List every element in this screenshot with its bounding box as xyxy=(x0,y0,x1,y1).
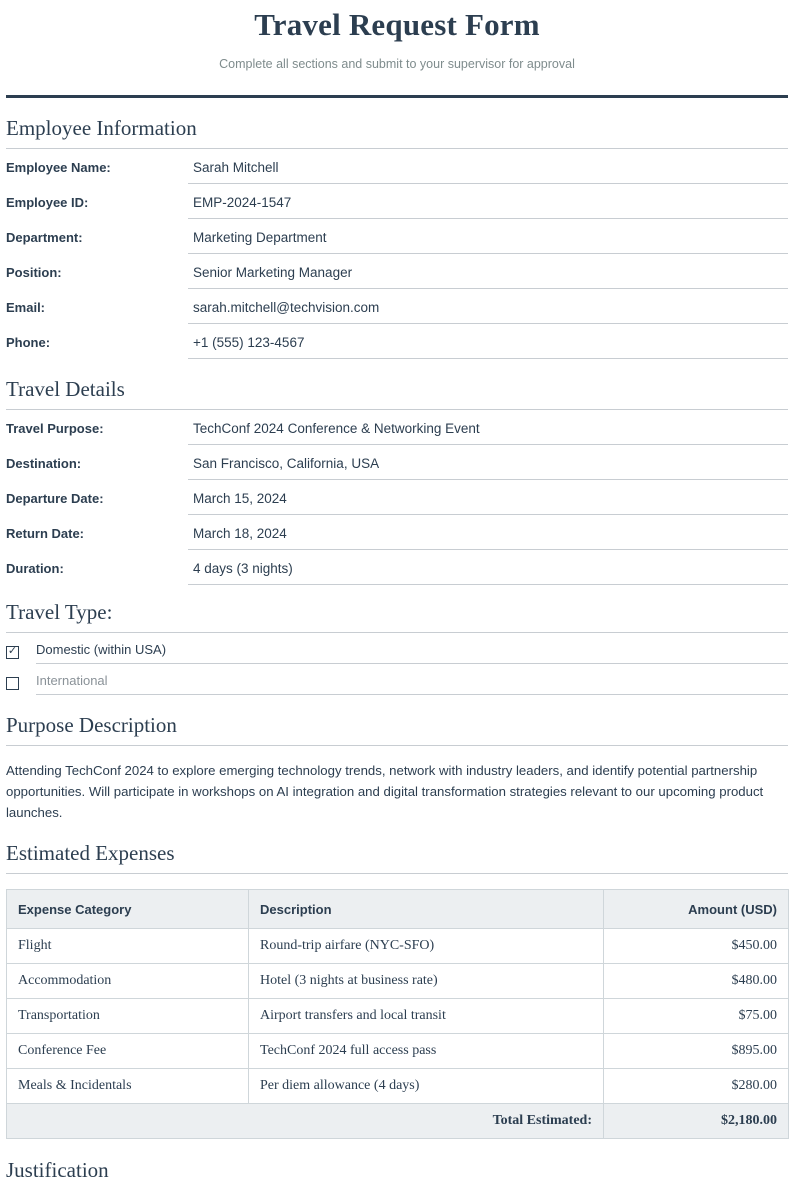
expense-category-cell: Transportation xyxy=(7,999,249,1034)
expense-category-cell: Flight xyxy=(7,929,249,964)
expense-category-cell: Conference Fee xyxy=(7,1034,249,1069)
field-label: Email: xyxy=(6,300,46,315)
expense-amount-cell: $280.00 xyxy=(604,1069,789,1104)
field-label: Return Date: xyxy=(6,526,85,541)
field-label: Travel Purpose: xyxy=(6,421,104,436)
expense-description-cell: Airport transfers and local transit xyxy=(249,999,604,1034)
section-heading-travel-details: Travel Details xyxy=(6,376,788,410)
page-title: Travel Request Form xyxy=(254,7,540,42)
field-label: Destination: xyxy=(6,456,82,471)
checkbox-label-domestic: Domestic (within USA) xyxy=(36,641,788,664)
field-row-position xyxy=(6,254,788,289)
expense-category-cell: Accommodation xyxy=(7,964,249,999)
column-header-expense-category: Expense Category xyxy=(7,890,249,929)
return-date-value[interactable]: March 18, 2024 xyxy=(188,525,788,550)
table-row xyxy=(7,929,789,964)
field-label: Employee ID: xyxy=(6,195,89,210)
table-row xyxy=(7,1069,789,1104)
section-heading-employee-information: Employee Information xyxy=(6,115,788,149)
expense-description-cell: Round-trip airfare (NYC-SFO) xyxy=(249,929,604,964)
email-value[interactable]: sarah.mitchell@techvision.com xyxy=(188,299,788,324)
field-row-destination xyxy=(6,445,788,480)
checkbox-checked-icon[interactable] xyxy=(6,646,19,659)
duration-value[interactable]: 4 days (3 nights) xyxy=(188,560,788,585)
expense-category-cell: Meals & Incidentals xyxy=(7,1069,249,1104)
field-label: Department: xyxy=(6,230,83,245)
field-row-travel-purpose xyxy=(6,410,788,445)
position-value[interactable]: Senior Marketing Manager xyxy=(188,264,788,289)
table-header-row xyxy=(7,890,789,929)
travel-purpose-value[interactable]: TechConf 2024 Conference & Networking Event xyxy=(188,420,788,445)
field-row-employee-id xyxy=(6,184,788,219)
header-divider xyxy=(6,95,788,98)
purpose-description-text: Attending TechConf 2024 to explore emerging technology trends, network with industry leaders, and identify potential partnership opportunities. Will participate in workshops on AI integration and digital transformation strategies relevant to our upcoming product launches. xyxy=(6,763,764,820)
field-label: Employee Name: xyxy=(6,160,111,175)
field-row-departure-date xyxy=(6,480,788,515)
section-heading-justification: Justification xyxy=(6,1158,109,1182)
section-heading-estimated-expenses: Estimated Expenses xyxy=(6,840,788,874)
expense-amount-cell: $480.00 xyxy=(604,964,789,999)
field-label: Position: xyxy=(6,265,62,280)
expense-amount-cell: $895.00 xyxy=(604,1034,789,1069)
page-subtitle: Complete all sections and submit to your supervisor for approval xyxy=(219,57,575,71)
checkbox-row-international[interactable] xyxy=(6,664,788,695)
table-row xyxy=(7,1034,789,1069)
expense-description-cell: Hotel (3 nights at business rate) xyxy=(249,964,604,999)
expense-amount-cell: $75.00 xyxy=(604,999,789,1034)
field-row-email xyxy=(6,289,788,324)
destination-value[interactable]: San Francisco, California, USA xyxy=(188,455,788,480)
employee-name-value[interactable]: Sarah Mitchell xyxy=(188,159,788,184)
field-label: Departure Date: xyxy=(6,491,104,506)
field-row-duration xyxy=(6,550,788,585)
departure-date-value[interactable]: March 15, 2024 xyxy=(188,490,788,515)
table-row xyxy=(7,964,789,999)
column-header-amount: Amount (USD) xyxy=(604,890,789,929)
phone-value[interactable]: +1 (555) 123-4567 xyxy=(188,334,788,359)
field-row-department xyxy=(6,219,788,254)
total-label: Total Estimated: xyxy=(7,1104,604,1139)
field-label: Phone: xyxy=(6,335,51,350)
field-label: Duration: xyxy=(6,561,64,576)
expense-description-cell: TechConf 2024 full access pass xyxy=(249,1034,604,1069)
checkbox-label-international: International xyxy=(36,672,788,695)
field-row-employee-name xyxy=(6,149,788,184)
department-value[interactable]: Marketing Department xyxy=(188,229,788,254)
employee-id-value[interactable]: EMP-2024-1547 xyxy=(188,194,788,219)
table-row xyxy=(7,999,789,1034)
column-header-description: Description xyxy=(249,890,604,929)
checkbox-unchecked-icon[interactable] xyxy=(6,677,19,690)
estimated-expenses-table xyxy=(6,889,789,1139)
table-total-row xyxy=(7,1104,789,1139)
expense-description-cell: Per diem allowance (4 days) xyxy=(249,1069,604,1104)
section-heading-travel-type: Travel Type: xyxy=(6,599,788,633)
document-header xyxy=(6,0,788,98)
expense-amount-cell: $450.00 xyxy=(604,929,789,964)
field-row-return-date xyxy=(6,515,788,550)
checkbox-row-domestic[interactable] xyxy=(6,633,788,664)
field-row-phone xyxy=(6,324,788,359)
total-amount: $2,180.00 xyxy=(604,1104,789,1139)
section-heading-purpose-description: Purpose Description xyxy=(6,712,788,746)
